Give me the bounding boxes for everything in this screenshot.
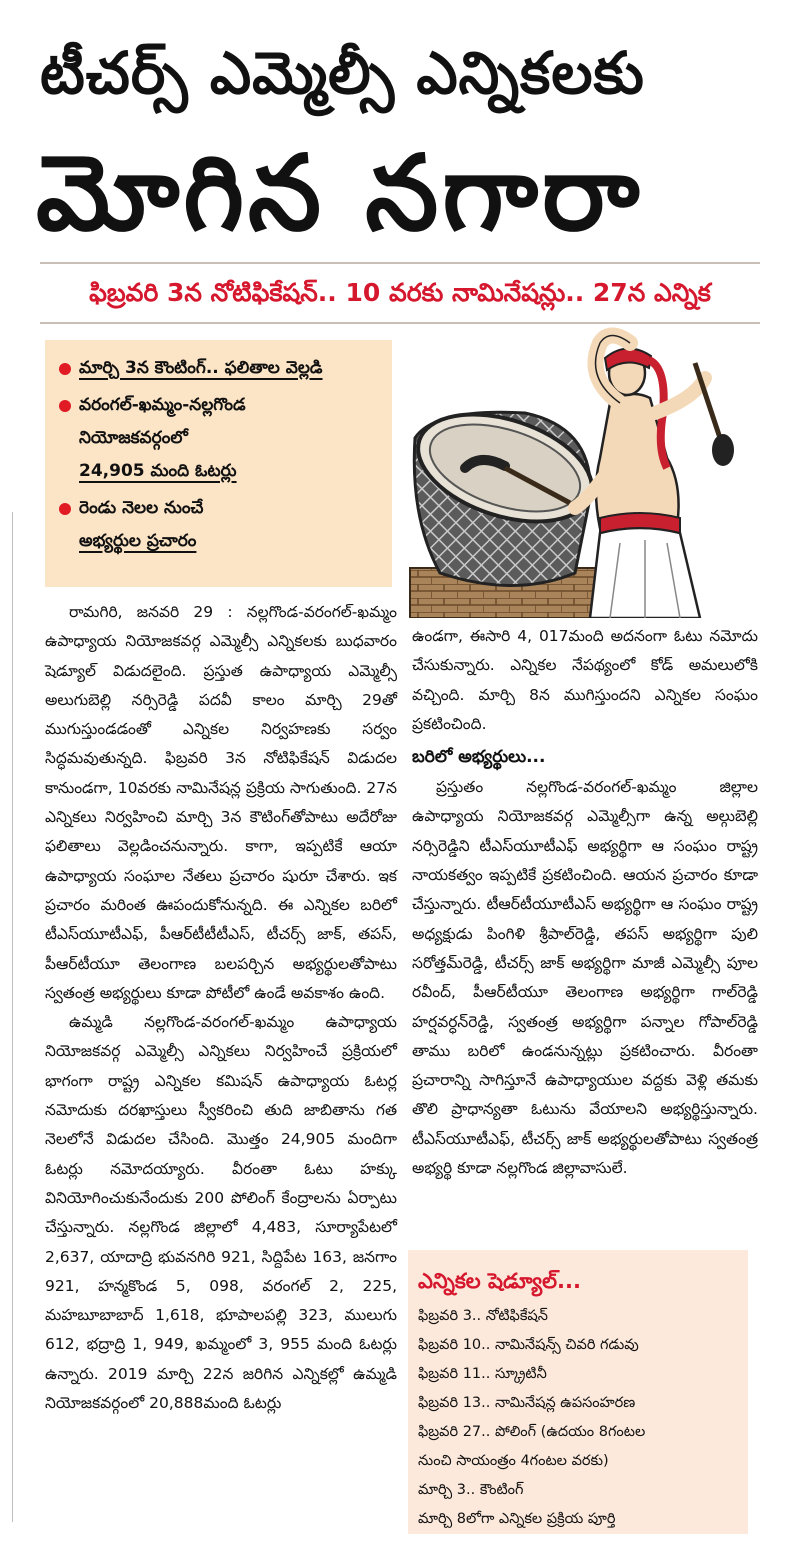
schedule-item: మార్చి 8లోగా ఎన్నికల ప్రక్రియ పూర్తి xyxy=(418,1511,616,1527)
subsection-title: బరిలో అభ్యర్థులు... xyxy=(412,747,546,768)
divider-top xyxy=(40,262,760,264)
schedule-item: మార్చి 3.. కౌంటింగ్ xyxy=(418,1482,524,1498)
highlight-line: 24,905 మంది ఓటర్లు xyxy=(79,461,237,481)
highlight-item xyxy=(59,389,382,488)
schedule-item: ఫిబ్రవరి 27.. పోలింగ్ (ఉదయం 8గంటల xyxy=(418,1424,646,1440)
bullet-icon xyxy=(59,363,71,375)
schedule-title: ఎన్నికల షెడ్యూల్... xyxy=(418,1269,581,1293)
highlight-line: వరంగల్-ఖమ్మం-నల్లగొండ xyxy=(79,395,246,415)
drummer-with-nagara-illustration xyxy=(405,318,760,618)
schedule-item: నుంచి సాయంత్రం 4గంటల వరకు) xyxy=(418,1453,609,1469)
article-paragraph: ఉండగా, ఈసారి 4, 017మంది అదనంగా ఓటు నమోదు చేసుకున్నారు. ఎన్నికల నేపథ్యంలో కోడ్ అమలులోకి వచ్చింది. మార్చి 8న ముగిస్తుందని ఎన్నికల సంఘం ప్రకటించింది. xyxy=(412,627,758,733)
bullet-icon xyxy=(59,400,71,412)
schedule-item: ఫిబ్రవరి 13.. నామినేషన్ల ఉపసంహరణ xyxy=(418,1395,636,1411)
highlight-line: నియోజకవర్గంలో xyxy=(79,428,188,448)
schedule-item: ఫిబ్రవరి 11.. స్క్రూటినీ xyxy=(418,1366,547,1382)
article-paragraph: రామగిరి, జనవరి 29 : నల్లగొండ-వరంగల్-ఖమ్మం ఉపాధ్యాయ నియోజకవర్గ ఎమ్మెల్సీ ఎన్నికలకు బుధవారం షెడ్యూల్ విడుదలైంది. ప్రస్తుత ఉపాధ్యాయ ఎమ్మెల్సీ అలుగుబెల్లి నర్సిరెడ్డి పదవీ కాలం మార్చి 29తో ముగుస్తుండడంతో ఎన్నికల నిర్వహణకు సర్వం సిద్ధమవుతున్నది. ఫిబ్రవరి 3న నోటిఫికేషన్ విడుదల కానుండగా, 10వరకు నామినేషన్ల ప్రక్రియ సాగుతుంది. 27న ఎన్నికలు నిర్వహించి మార్చి 3న కౌటింగ్‌తోపాటు అదేరోజు ఫలితాలు వెల్లడించనున్నారు. కాగా, ఇప్పటికే ఆయా ఉపాధ్యాయ సంఘాల నేతలు ప్రచారం షురూ చేశారు. ఇక ప్రచారం మరింత ఊపందుకోనున్నది. ఈ ఎన్నికల బరిలో టీఎస్‌యూటీఎఫ్, పీఆర్‌టీటీటీఎస్, టీచర్స్ జాక్, తపస్, పీఆర్‌టీయూ తెలంగాణ బలపర్చిన అభ్యర్థులతోపాటు స్వతంత్ర అభ్యర్థులు కూడా పోటీలో ఉండే అవకాశం ఉంది. xyxy=(45,603,397,1002)
subheadline: ఫిబ్రవరి 3న నోటిఫికేషన్.. 10 వరకు నామినేషన్లు.. 27న ఎన్నిక xyxy=(89,278,711,307)
bullet-icon xyxy=(59,503,71,515)
headline-line-1: టీచర్స్ ఎమ్మెల్సీ ఎన్నికలకు xyxy=(40,39,645,107)
headline-line-2: మోగిన నగారా xyxy=(36,132,644,254)
article-paragraph: ఉమ్మడి నల్లగొండ-వరంగల్-ఖమ్మం ఉపాధ్యాయ నియోజకవర్గ ఎమ్మెల్సీ ఎన్నికలు నిర్వహించే ప్రక్రియలో భాగంగా రాష్ట్ర ఎన్నికల కమిషన్ ఉపాధ్యాయ ఓటర్ల నమోదుకు దరఖాస్తులు స్వీకరించి తుది జాబితాను గత నెలలోనే విడుదల చేసింది. మొత్తం 24,905 మందిగా ఓటర్లు నమోదయ్యారు. వీరంతా ఓటు హక్కు వినియోగించుకునేందుకు 200 పోలింగ్ కేంద్రాలను ఏర్పాటు చేస్తున్నారు. నల్లగొండ జిల్లాలో 4,483, సూర్యాపేటలో 2,637, యాదాద్రి భువనగిరి 921, సిద్దిపేట 163, జనగాం 921, హన్మకొండ 5, 098, వరంగల్ 2, 225, మహబూబాబాద్ 1,618, భూపాలపల్లి 323, ములుగు 612, భద్రాద్రి 1, 949, ఖమ్మంలో 3, 955 మంది ఓటర్లు ఉన్నారు. 2019 మార్చి 22న జరిగిన ఎన్నికల్లో ఉమ్మడి నియోజకవర్గంలో 20,888మంది ఓటర్లు xyxy=(45,1013,397,1413)
schedule-item: ఫిబ్రవరి 10.. నామినేషన్స్ చివరి గడువు xyxy=(418,1337,639,1353)
article-paragraph: ప్రస్తుతం నల్లగొండ-వరంగల్-ఖమ్మం జిల్లాల ఉపాధ్యాయ నియోజకవర్గ ఎమ్మెల్సీగా ఉన్న అల్గుబెల్లి నర్సిరెడ్డిని టీఎస్‌యూటీఎఫ్ అభ్యర్థిగా ఆ సంఘం రాష్ట్ర నాయకత్వం ఇప్పటికే ప్రకటించింది. ఆయన ప్రచారం కూడా చేస్తున్నారు. టీఆర్‌టీయూటీఎస్ అభ్యర్థిగా ఆ సంఘం రాష్ట్ర అధ్యక్షుడు పింగిళి శ్రీపాల్‌రెడ్డి, తపస్ అభ్యర్థిగా పులి సరోత్తమ్‌రెడ్డి, టీచర్స్ జాక్ అభ్యర్థిగా మాజీ ఎమ్మెల్సీ పూల రవీంద్, పీఆర్‌టీయూ తెలంగాణ అభ్యర్థిగా గాల్‌రెడ్డి హర్షవర్ధన్‌రెడ్డి, స్వతంత్ర అభ్యర్థిగా పన్నాల గోపాల్‌రెడ్డి తాము బరిలో ఉండనున్నట్లు ప్రకటించారు. వీరంతా ప్రచారాన్ని సాగిస్తూనే ఉపాధ్యాయుల వద్దకు వెళ్లి తమకు తొలి ప్రాధాన్యతా ఓటును వేయాలని అభ్యర్థిస్తున్నారు. టీఎస్‌యూటీఎఫ్, టీచర్స్ జాక్ అభ్యర్థులతోపాటు స్వతంత్ర అభ్యర్థి కూడా నల్లగొండ జిల్లావాసులే. xyxy=(412,778,758,1178)
highlights-box xyxy=(45,340,392,587)
column-separator xyxy=(12,512,13,1522)
article-left-column xyxy=(45,598,397,1418)
highlight-line: మార్చి 3న కౌంటింగ్.. ఫలితాల వెల్లడి xyxy=(79,358,323,378)
highlight-item xyxy=(59,492,382,558)
schedule-item: ఫిబ్రవరి 3.. నోటిఫికేషన్ xyxy=(418,1308,548,1324)
schedule-box xyxy=(408,1250,748,1534)
article-right-column xyxy=(412,622,758,1183)
highlight-line: అభ్యర్థుల ప్రచారం xyxy=(79,531,197,551)
highlight-line: రెండు నెలల నుంచే xyxy=(79,498,204,518)
highlight-item xyxy=(59,352,382,385)
